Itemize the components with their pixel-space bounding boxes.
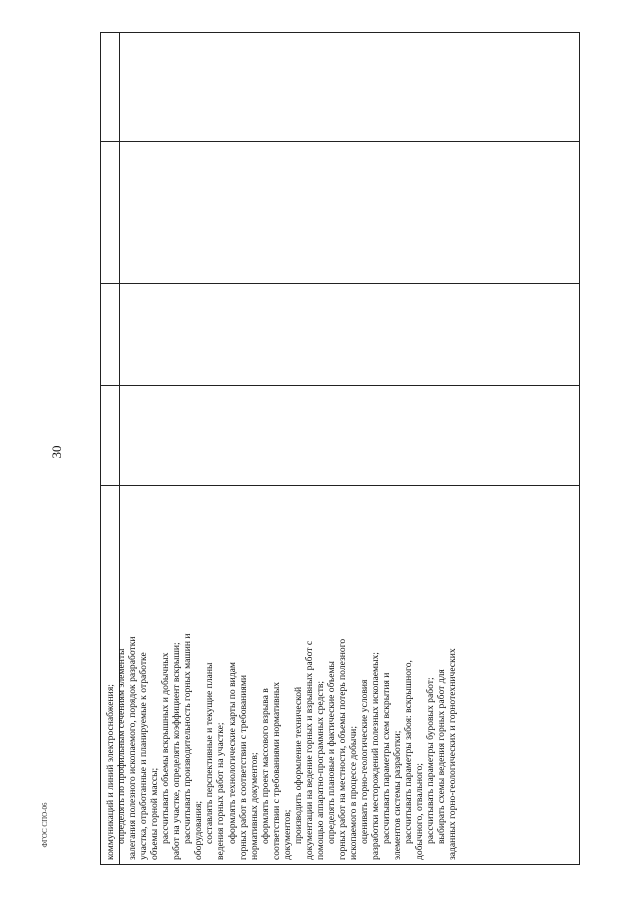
skill-line: рассчитывать производительность горных машин и (182, 633, 194, 844)
skill-line: составлять перспективные и текущие планы (204, 662, 216, 844)
skill-line: выбирать схемы ведения горных работ для (436, 669, 448, 844)
skill-line: добычного, отвального; (414, 763, 426, 860)
skill-line: ведения горных работ на участке; (215, 722, 227, 860)
skill-line: помощью аппаратно-программных средств; (314, 680, 326, 860)
skill-line: участка, отработанные и планируемые к отработке (138, 652, 150, 860)
skill-line: элементов системы разработки; (392, 730, 404, 860)
skill-line: коммуникаций и линий электроснабжения; (105, 684, 116, 860)
skill-line: объемы горной массы; (149, 767, 161, 860)
skill-line: документов; (281, 809, 293, 860)
skill-line: производить оформление технической (292, 686, 304, 844)
skill-line: оформлять проект массового взрыва в (259, 688, 271, 844)
skill-line: оформлять технологические карты по видам (226, 662, 238, 844)
skill-line: ископаемого в процессе добычи; (348, 726, 360, 860)
skill-line: определять плановые и фактические объемы (325, 661, 337, 844)
skills-list (105, 484, 459, 860)
skill-line: рассчитывать параметры схем вскрытия и (381, 672, 393, 844)
skill-line: заданных горно-геологических и горнотехнических (447, 648, 459, 860)
skill-line: оценивать горно-геологические условия (359, 679, 371, 844)
skill-line: определять по профильным сечениям элементы (116, 648, 128, 844)
page-number: 30 (49, 445, 64, 459)
skill-line: соответствии с требованиями нормативных (270, 681, 282, 860)
skill-line: горных работ на местности, объемы потерь полезного (336, 638, 348, 860)
skill-line: рассчитывать параметры забоя: вскрышного, (403, 660, 415, 844)
skill-line: залегания полезного ископаемого, порядок разработки (127, 636, 139, 860)
skill-line: рассчитывать объемы вскрышных и добычных (160, 652, 172, 844)
skill-line: горных работ в соответствии с требованиями (237, 674, 249, 860)
skill-line: нормативных документов; (248, 752, 260, 860)
table-row-divider (101, 283, 579, 284)
skill-line: документации на ведение горных и взрывных работ с (303, 640, 315, 860)
footer-code: ФГОС СПО-06 (41, 802, 49, 848)
table-row-divider (101, 141, 579, 142)
skill-line: разработки месторождений полезных ископаемых; (370, 652, 382, 860)
skill-line: оборудования; (193, 800, 205, 860)
skills-cell (105, 484, 481, 860)
skill-line: рассчитывать параметры буровых работ; (425, 677, 437, 844)
table-row-divider (101, 385, 579, 386)
skill-line: работ на участке, определять коэффициент вскрыши; (171, 642, 183, 860)
